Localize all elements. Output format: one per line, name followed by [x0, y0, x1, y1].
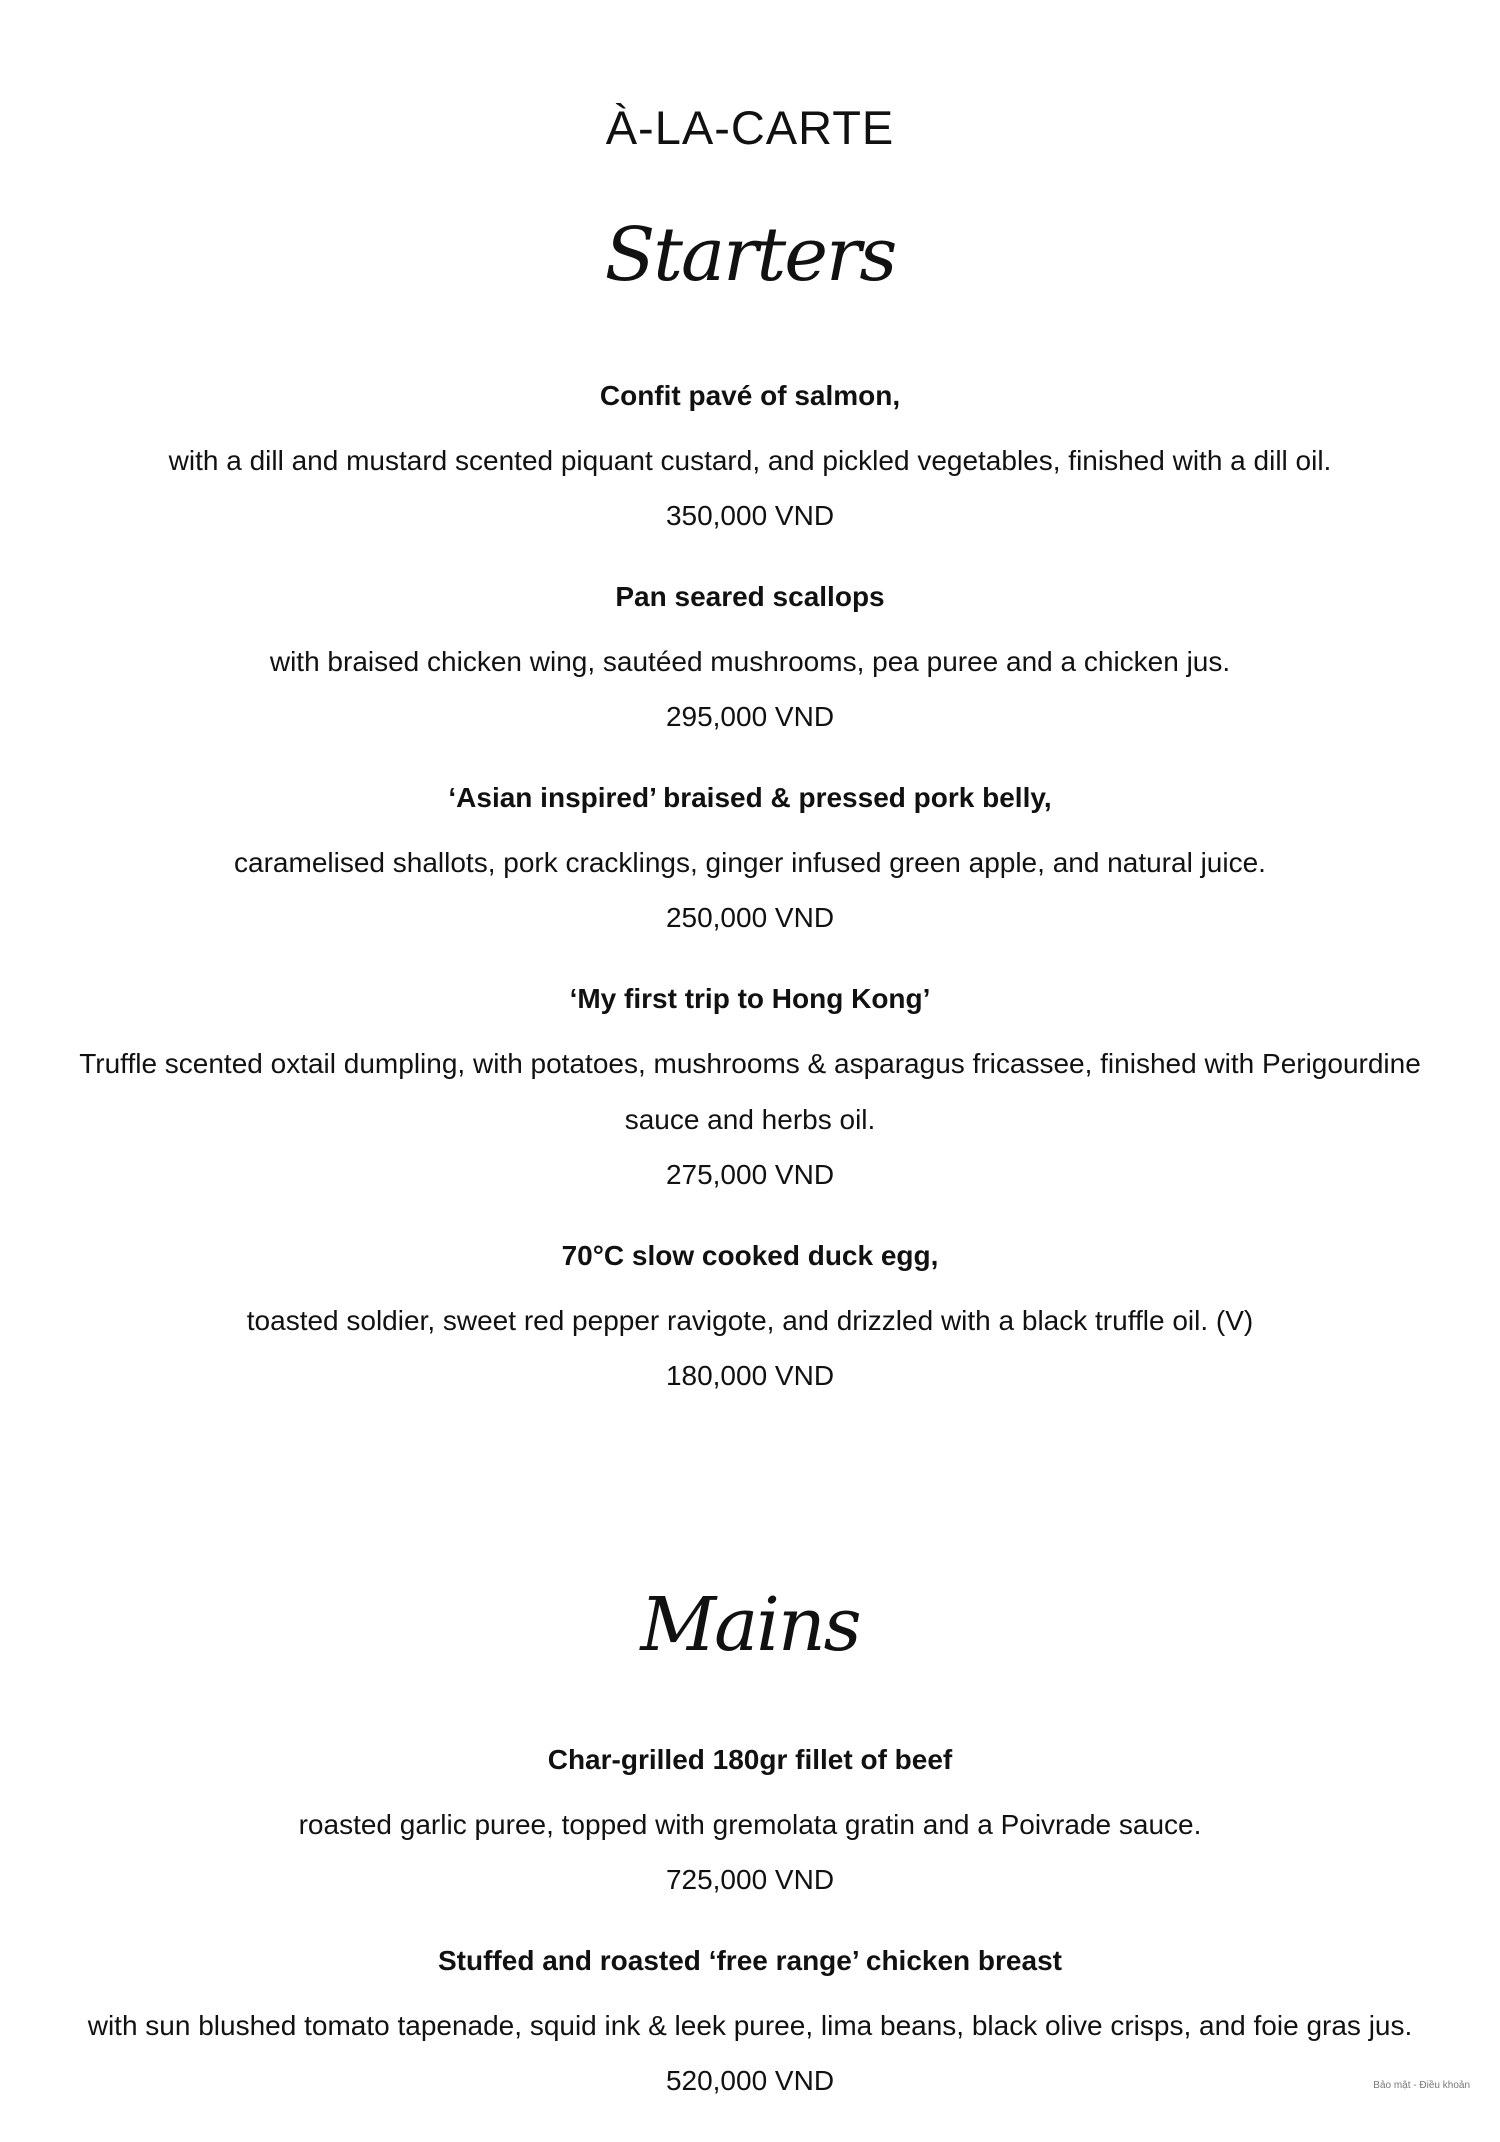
dish-item	[40, 1236, 1460, 1401]
dish-item	[40, 778, 1460, 943]
dish-name: ‘My first trip to Hong Kong’	[569, 983, 931, 1014]
dish-item	[40, 1941, 1460, 2106]
dish-item	[40, 376, 1460, 541]
starters-list	[40, 376, 1460, 1437]
dish-description: toasted soldier, sweet red pepper ravigote, and drizzled with a black truffle oil. (V)	[246, 1305, 1254, 1336]
dish-item	[40, 979, 1460, 1200]
dish-description: with a dill and mustard scented piquant custard, and pickled vegetables, finished with a dill oil.	[168, 445, 1332, 476]
dish-name: Char-grilled 180gr fillet of beef	[547, 1744, 953, 1775]
dish-name: Stuffed and roasted ‘free range’ chicken breast	[438, 1945, 1062, 1976]
section-heading-starters: Starters	[604, 212, 896, 298]
dish-description: with braised chicken wing, sautéed mushrooms, pea puree and a chicken jus.	[269, 646, 1231, 677]
dish-price: 725,000 VND	[665, 1864, 835, 1895]
dish-item	[40, 1740, 1460, 1905]
page-title: À-LA-CARTE	[605, 101, 895, 154]
footer-links[interactable]: Bảo mật - Điều khoản	[1373, 2080, 1470, 2091]
dish-price: 295,000 VND	[665, 701, 835, 732]
dish-name: ‘Asian inspired’ braised & pressed pork belly,	[448, 782, 1052, 813]
dish-price: 350,000 VND	[665, 500, 835, 531]
dish-description: with sun blushed tomato tapenade, squid ink & leek puree, lima beans, black olive crisps, and foie gras jus.	[87, 2010, 1413, 2041]
dish-description: Truffle scented oxtail dumpling, with potatoes, mushrooms & asparagus fricassee, finished with Perigourdine sauce and herbs oil.	[79, 1048, 1421, 1135]
dish-price: 180,000 VND	[665, 1360, 835, 1391]
dish-name: Pan seared scallops	[615, 581, 885, 612]
dish-description: caramelised shallots, pork cracklings, ginger infused green apple, and natural juice.	[234, 847, 1266, 878]
dish-name: Confit pavé of salmon,	[599, 380, 901, 411]
dish-description: roasted garlic puree, topped with gremolata gratin and a Poivrade sauce.	[298, 1809, 1202, 1840]
dish-name: 70°C slow cooked duck egg,	[561, 1240, 939, 1271]
dish-price: 250,000 VND	[665, 902, 835, 933]
dish-item	[40, 577, 1460, 742]
dish-price: 520,000 VND	[665, 2065, 835, 2096]
mains-list	[40, 1740, 1460, 2142]
dish-price: 275,000 VND	[665, 1159, 835, 1190]
section-heading-mains: Mains	[640, 1582, 860, 1668]
